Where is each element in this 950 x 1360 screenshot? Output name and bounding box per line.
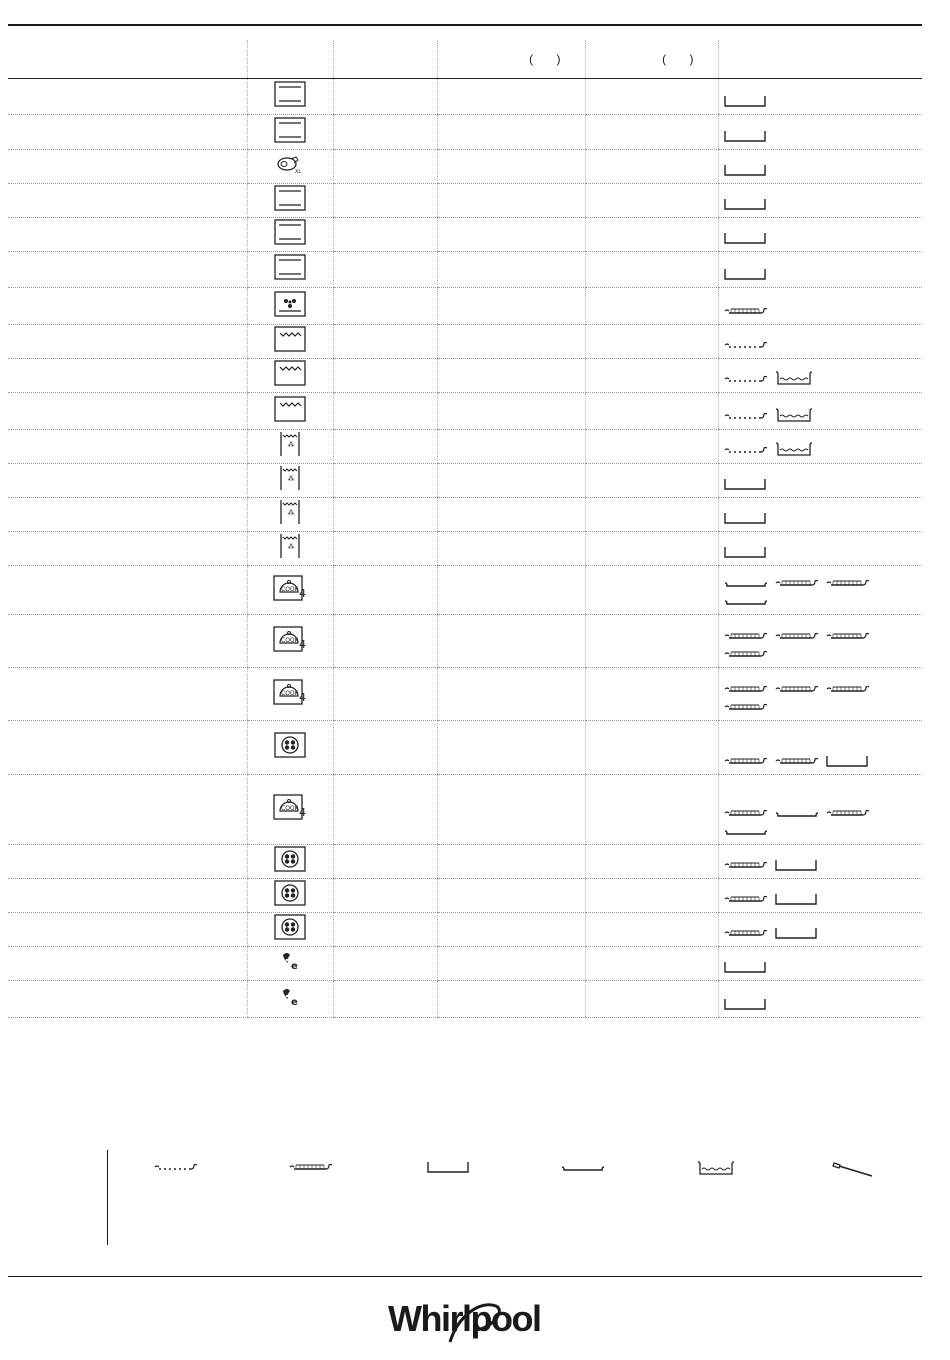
table-row — [8, 913, 922, 947]
cell-time — [585, 845, 718, 879]
cell-food — [8, 252, 247, 288]
table-row — [8, 721, 922, 775]
tray-icon — [723, 94, 767, 108]
cell-temperature — [437, 947, 585, 981]
svg-text:e: e — [291, 996, 298, 1008]
cell-preheat — [333, 150, 437, 184]
cell-function — [247, 668, 333, 721]
cell-food — [8, 115, 247, 150]
convection-bake-icon — [273, 845, 307, 873]
cell-temperature — [437, 913, 585, 947]
cell-preheat — [333, 288, 437, 325]
baking-tray-icon — [774, 629, 820, 643]
svg-text:4: 4 — [299, 637, 306, 651]
cell-accessories — [718, 359, 922, 393]
table-row — [8, 981, 922, 1018]
cell-function — [247, 775, 333, 845]
cell-accessories — [718, 566, 922, 615]
legend-item-meat-probe — [830, 1160, 876, 1183]
cell-function — [247, 532, 333, 566]
convection-bake-icon — [273, 731, 307, 759]
cell-temperature — [437, 218, 585, 252]
cell-time — [585, 532, 718, 566]
table-row — [8, 218, 922, 252]
cell-function — [247, 947, 333, 981]
tray-icon — [723, 960, 767, 974]
tray-icon — [723, 163, 767, 177]
cell-preheat — [333, 359, 437, 393]
cooking-table — [8, 40, 922, 1018]
cell-food — [8, 532, 247, 566]
header-preheat — [333, 40, 437, 79]
conventional-icon — [273, 253, 307, 281]
svg-text:⁂: ⁂ — [287, 509, 295, 517]
time-unit-paren: ( ) — [662, 52, 704, 66]
cell-food — [8, 615, 247, 668]
table-row — [8, 359, 922, 393]
cell-function — [247, 218, 333, 252]
eco-forced-air-icon — [273, 947, 307, 975]
table-row — [8, 288, 922, 325]
cell-function — [247, 359, 333, 393]
cell-food — [8, 79, 247, 115]
baking-tray-icon — [288, 1160, 334, 1174]
cell-preheat — [333, 947, 437, 981]
cell-preheat — [333, 498, 437, 532]
tray-icon — [426, 1160, 470, 1174]
cell-temperature — [437, 532, 585, 566]
maxi-cooking-icon — [273, 150, 307, 178]
cell-temperature — [437, 464, 585, 498]
cell-food — [8, 981, 247, 1018]
cell-temperature — [437, 150, 585, 184]
cake-tin-icon — [723, 594, 769, 608]
cell-function — [247, 913, 333, 947]
cell-accessories — [718, 981, 922, 1018]
top-rule — [8, 24, 922, 26]
cell-temperature — [437, 668, 585, 721]
cell-accessories — [718, 464, 922, 498]
tray-icon — [774, 892, 818, 906]
cell-preheat — [333, 913, 437, 947]
forced-air-icon — [273, 290, 307, 318]
cell-accessories — [718, 393, 922, 430]
cell-temperature — [437, 566, 585, 615]
cell-function — [247, 721, 333, 775]
legend-item-cake-tin — [560, 1160, 606, 1179]
cell-preheat — [333, 393, 437, 430]
cell-accessories — [718, 252, 922, 288]
cell-food — [8, 498, 247, 532]
header-temperature — [437, 40, 585, 79]
table-row — [8, 615, 922, 668]
cell-function — [247, 393, 333, 430]
cell-accessories — [718, 430, 922, 464]
cell-food — [8, 879, 247, 913]
baking-tray-icon — [774, 682, 820, 696]
cell-preheat — [333, 775, 437, 845]
conventional-icon — [273, 80, 307, 108]
cell-preheat — [333, 721, 437, 775]
baking-tray-icon — [723, 806, 769, 820]
cell-food — [8, 845, 247, 879]
drip-tray-icon — [774, 370, 814, 386]
cook4-icon — [272, 792, 308, 822]
cell-food — [8, 947, 247, 981]
grill-icon — [273, 325, 307, 353]
cell-food — [8, 150, 247, 184]
cell-time — [585, 775, 718, 845]
cell-time — [585, 721, 718, 775]
convection-bake-icon — [273, 879, 307, 907]
cell-function — [247, 325, 333, 359]
cook4-icon — [272, 677, 308, 707]
cell-preheat — [333, 325, 437, 359]
cell-accessories — [718, 150, 922, 184]
baking-tray-icon — [723, 304, 769, 318]
baking-tray-icon — [825, 576, 871, 590]
turbo-grill-icon — [273, 464, 307, 492]
cell-preheat — [333, 845, 437, 879]
baking-tray-icon — [723, 700, 769, 714]
svg-text:4: 4 — [299, 586, 306, 600]
cell-preheat — [333, 184, 437, 218]
turbo-grill-icon — [273, 532, 307, 560]
svg-text:COOK: COOK — [281, 585, 299, 593]
cell-accessories — [718, 879, 922, 913]
cell-temperature — [437, 879, 585, 913]
cell-food — [8, 721, 247, 775]
cell-temperature — [437, 981, 585, 1018]
baking-tray-icon — [723, 892, 769, 906]
bottom-rule — [8, 1276, 922, 1277]
accessories-legend — [107, 1150, 923, 1245]
baking-tray-icon — [723, 926, 769, 940]
legend-item-drip-tray — [696, 1160, 736, 1181]
svg-text:XL: XL — [295, 169, 302, 175]
tray-icon — [723, 267, 767, 281]
cell-time — [585, 325, 718, 359]
tray-icon — [774, 926, 818, 940]
cell-time — [585, 615, 718, 668]
drip-tray-icon — [696, 1160, 736, 1176]
svg-text:COOK: COOK — [281, 805, 299, 812]
cook4-icon — [272, 573, 308, 603]
whirlpool-logo — [388, 1296, 548, 1346]
baking-tray-icon — [723, 647, 769, 661]
cell-temperature — [437, 184, 585, 218]
cell-function — [247, 981, 333, 1018]
table-row — [8, 393, 922, 430]
cell-temperature — [437, 498, 585, 532]
conventional-icon — [273, 184, 307, 212]
cell-temperature — [437, 430, 585, 464]
turbo-grill-icon — [273, 430, 307, 458]
cell-temperature — [437, 115, 585, 150]
cell-temperature — [437, 359, 585, 393]
grill-icon — [273, 395, 307, 423]
cell-time — [585, 218, 718, 252]
baking-tray-icon — [774, 754, 820, 768]
wire-shelf-icon — [723, 338, 769, 352]
convection-bake-icon — [273, 913, 307, 941]
cell-temperature — [437, 252, 585, 288]
cell-food — [8, 566, 247, 615]
cell-accessories — [718, 115, 922, 150]
table-row — [8, 532, 922, 566]
cake-tin-icon — [774, 806, 820, 820]
cell-function — [247, 879, 333, 913]
cell-preheat — [333, 615, 437, 668]
tray-icon — [723, 231, 767, 245]
cell-time — [585, 879, 718, 913]
cell-time — [585, 464, 718, 498]
cell-food — [8, 359, 247, 393]
cell-time — [585, 252, 718, 288]
svg-text:COOK: COOK — [281, 689, 299, 697]
cell-function — [247, 566, 333, 615]
cell-time — [585, 498, 718, 532]
cell-time — [585, 668, 718, 721]
cell-temperature — [437, 845, 585, 879]
tray-icon — [723, 997, 767, 1011]
svg-text:4: 4 — [299, 690, 306, 704]
cake-tin-icon — [560, 1160, 606, 1174]
svg-text:e: e — [291, 961, 298, 972]
legend-item-tray — [426, 1160, 470, 1179]
tray-icon — [774, 858, 818, 872]
cake-tin-icon — [723, 824, 769, 838]
cell-function — [247, 288, 333, 325]
cell-temperature — [437, 775, 585, 845]
table-row — [8, 566, 922, 615]
cell-time — [585, 913, 718, 947]
svg-text:4: 4 — [299, 806, 306, 819]
cell-accessories — [718, 498, 922, 532]
cell-accessories — [718, 532, 922, 566]
table-row — [8, 184, 922, 218]
cell-time — [585, 115, 718, 150]
cell-time — [585, 184, 718, 218]
cell-accessories — [718, 218, 922, 252]
cell-preheat — [333, 532, 437, 566]
cell-preheat — [333, 981, 437, 1018]
tray-icon — [723, 129, 767, 143]
table-row — [8, 115, 922, 150]
cell-food — [8, 464, 247, 498]
table-row — [8, 879, 922, 913]
cell-function — [247, 184, 333, 218]
cell-preheat — [333, 668, 437, 721]
cell-accessories — [718, 947, 922, 981]
tray-icon — [723, 511, 767, 525]
cell-food — [8, 288, 247, 325]
cell-food — [8, 913, 247, 947]
cell-time — [585, 79, 718, 115]
cell-preheat — [333, 79, 437, 115]
cell-preheat — [333, 464, 437, 498]
tray-icon — [723, 545, 767, 559]
baking-tray-icon — [774, 576, 820, 590]
wire-shelf-icon — [153, 1160, 199, 1174]
drip-tray-icon — [774, 407, 814, 423]
temperature-unit-paren: ( ) — [529, 52, 571, 66]
cell-time — [585, 150, 718, 184]
cell-function — [247, 464, 333, 498]
cell-accessories — [718, 184, 922, 218]
header-food — [8, 40, 247, 79]
cell-accessories — [718, 79, 922, 115]
cell-temperature — [437, 325, 585, 359]
svg-text:⁂: ⁂ — [287, 543, 295, 551]
cell-temperature — [437, 79, 585, 115]
cell-food — [8, 184, 247, 218]
baking-tray-icon — [723, 858, 769, 872]
cell-temperature — [437, 721, 585, 775]
cell-time — [585, 981, 718, 1018]
cell-preheat — [333, 430, 437, 464]
cell-accessories — [718, 913, 922, 947]
cook4-icon — [272, 624, 308, 654]
cell-food — [8, 668, 247, 721]
cell-accessories — [718, 721, 922, 775]
header-accessories — [718, 40, 922, 79]
cell-time — [585, 359, 718, 393]
cell-temperature — [437, 615, 585, 668]
grill-icon — [273, 359, 307, 387]
cell-preheat — [333, 879, 437, 913]
cell-accessories — [718, 288, 922, 325]
conventional-icon — [273, 116, 307, 144]
turbo-grill-icon — [273, 498, 307, 526]
svg-text:⁂: ⁂ — [287, 475, 295, 483]
cell-function — [247, 498, 333, 532]
cell-food — [8, 430, 247, 464]
cell-preheat — [333, 218, 437, 252]
cell-preheat — [333, 115, 437, 150]
conventional-icon — [273, 218, 307, 246]
cell-food — [8, 325, 247, 359]
table-row — [8, 325, 922, 359]
cell-temperature — [437, 288, 585, 325]
cell-preheat — [333, 566, 437, 615]
baking-tray-icon — [723, 629, 769, 643]
cell-function — [247, 252, 333, 288]
table-row — [8, 252, 922, 288]
baking-tray-icon — [723, 754, 769, 768]
cell-food — [8, 775, 247, 845]
header-time — [585, 40, 718, 79]
table-row — [8, 464, 922, 498]
svg-text:Whirlpool: Whirlpool — [388, 1298, 541, 1339]
legend-item-wire-shelf — [153, 1160, 199, 1179]
cell-food — [8, 393, 247, 430]
cell-accessories — [718, 775, 922, 845]
table-row — [8, 775, 922, 845]
meat-probe-icon — [830, 1160, 876, 1178]
baking-tray-icon — [825, 629, 871, 643]
baking-tray-icon — [825, 682, 871, 696]
tray-icon — [723, 197, 767, 211]
cell-function — [247, 79, 333, 115]
table-row — [8, 947, 922, 981]
cell-food — [8, 218, 247, 252]
baking-tray-icon — [723, 682, 769, 696]
eco-forced-air-icon — [273, 983, 307, 1011]
table-row — [8, 845, 922, 879]
cell-accessories — [718, 325, 922, 359]
cell-temperature — [437, 393, 585, 430]
cell-accessories — [718, 615, 922, 668]
cake-tin-icon — [723, 576, 769, 590]
svg-text:⁂: ⁂ — [287, 441, 295, 449]
cell-accessories — [718, 668, 922, 721]
table-header-row — [8, 40, 922, 79]
svg-text:COOK: COOK — [281, 636, 299, 644]
drip-tray-icon — [774, 441, 814, 457]
cell-preheat — [333, 252, 437, 288]
table-row — [8, 668, 922, 721]
table-row — [8, 430, 922, 464]
cell-function — [247, 615, 333, 668]
cell-time — [585, 566, 718, 615]
cell-function — [247, 115, 333, 150]
baking-tray-icon — [825, 806, 871, 820]
cell-function — [247, 845, 333, 879]
table-row — [8, 79, 922, 115]
tray-icon — [723, 477, 767, 491]
cell-time — [585, 393, 718, 430]
header-function — [247, 40, 333, 79]
cell-function — [247, 150, 333, 184]
table-row — [8, 150, 922, 184]
table-row — [8, 498, 922, 532]
legend-item-baking-tray — [288, 1160, 334, 1179]
cell-function — [247, 430, 333, 464]
wire-shelf-icon — [723, 409, 769, 423]
cell-time — [585, 288, 718, 325]
cell-time — [585, 947, 718, 981]
tray-icon — [825, 754, 869, 768]
cell-accessories — [718, 845, 922, 879]
cell-time — [585, 430, 718, 464]
wire-shelf-icon — [723, 443, 769, 457]
wire-shelf-icon — [723, 372, 769, 386]
